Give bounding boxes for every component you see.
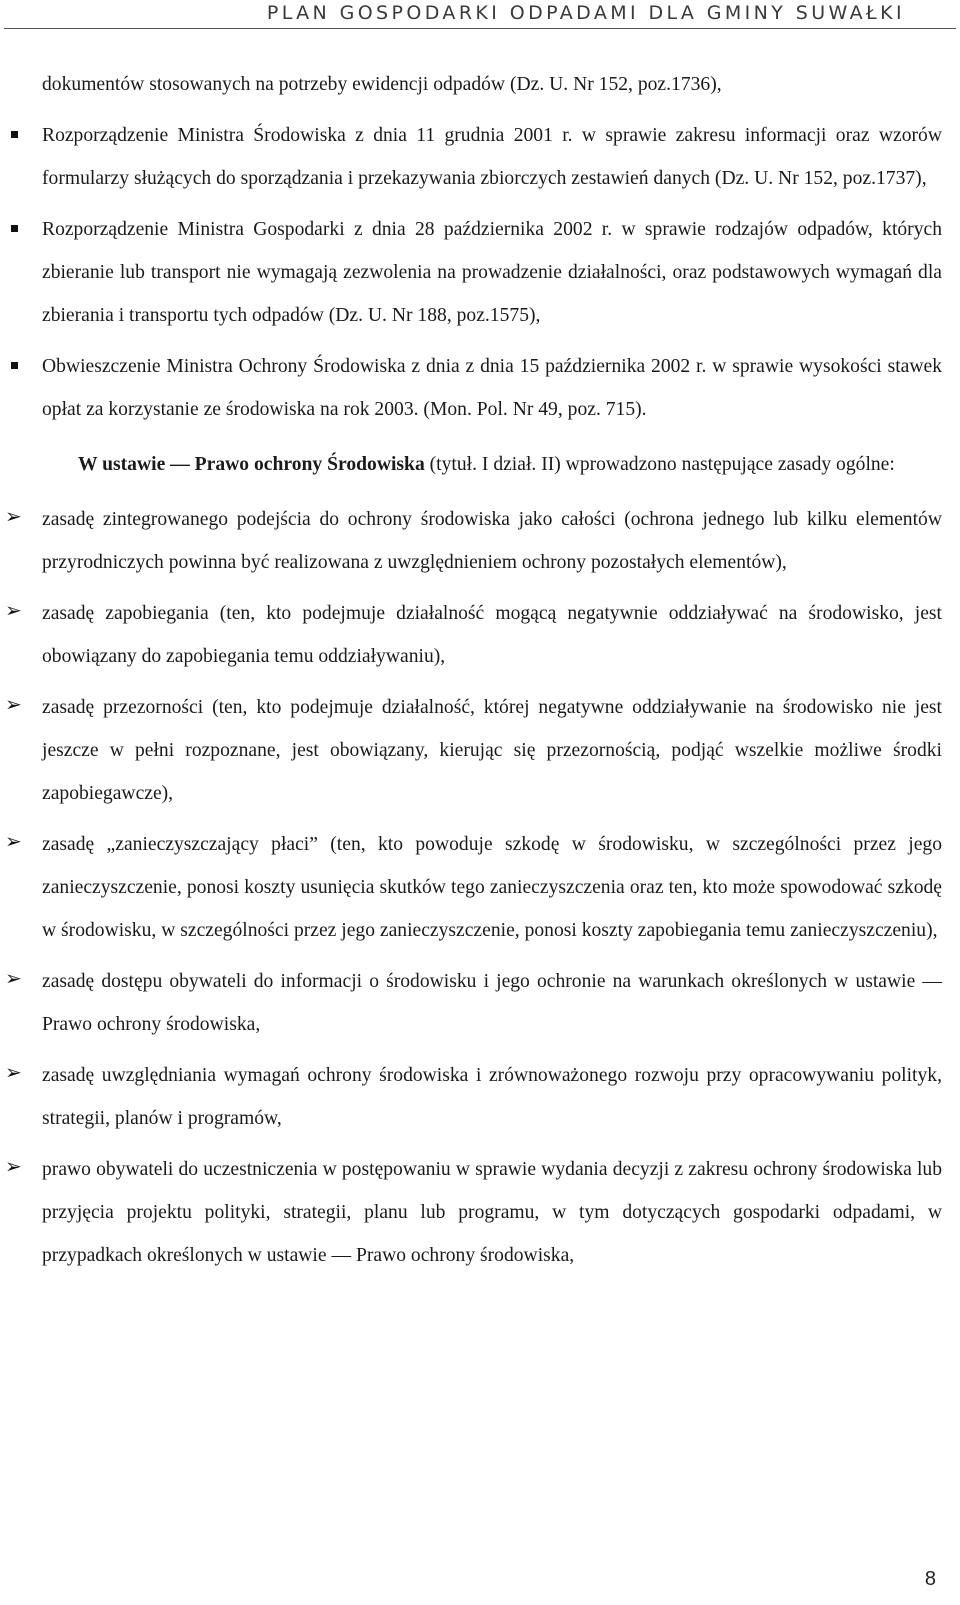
intro-bold-title: W ustawie — Prawo ochrony Środowiska (78, 454, 425, 475)
arrowhead-bullet-icon: ➢ (5, 692, 22, 716)
principle-text: zasadę uwzględniania wymagań ochrony środowiska i zrównoważonego rozwoju przy opracowywaniu polityk, strategii, planów i programów, (42, 1065, 942, 1129)
header-divider (4, 28, 956, 29)
legal-act-item (0, 114, 960, 200)
principle-item (0, 498, 960, 584)
page-number: 8 (924, 1568, 936, 1590)
legal-act-item (0, 345, 960, 431)
legal-act-text: Obwieszczenie Ministra Ochrony Środowiska z dnia z dnia 15 października 2002 r. w sprawie wysokości stawek opłat za korzystanie ze środowiska na rok 2003. (Mon. Pol. Nr 49, poz. 715). (42, 356, 942, 420)
principle-text: zasadę „zanieczyszczający płaci” (ten, kto powoduje szkodę w środowisku, w szczególności przez jego zanieczyszczenie, ponosi koszty usunięcia skutków tego zanieczyszczenia oraz ten, kto może spowodować szkodę w środowisku, w szczególności przez jego zanieczyszczenie, ponosi koszty zapobiegania temu zanieczyszczeniu), (42, 834, 942, 941)
principle-item (0, 1148, 960, 1277)
legal-act-text: Rozporządzenie Ministra Środowiska z dnia 11 grudnia 2001 r. w sprawie zakresu informacji oraz wzorów formularzy służących do sporządzania i przekazywania zbiorczych zestawień danych (Dz. U. Nr 152, poz.1737), (42, 125, 942, 189)
intro-text: (tytuł. I dział. II) wprowadzono następujące zasady ogólne: (424, 454, 895, 475)
document-title: PLAN GOSPODARKI ODPADAMI DLA GMINY SUWAŁKI (266, 2, 905, 24)
arrowhead-bullet-icon: ➢ (5, 1154, 22, 1178)
principle-text: zasadę dostępu obywateli do informacji o środowisku i jego ochronie na warunkach określonych w ustawie — Prawo ochrony środowiska, (42, 971, 942, 1035)
arrowhead-bullet-icon: ➢ (5, 966, 22, 990)
principle-text: prawo obywateli do uczestniczenia w postępowaniu w sprawie wydania decyzji z zakresu ochrony środowiska lub przyjęcia projektu polityki, strategii, planu lub programu, w tym dotyczących gospodarki odpadami, w przypadkach określonych w ustawie — Prawo ochrony środowiska, (42, 1159, 942, 1266)
page-header (0, 0, 960, 29)
principle-item (0, 960, 960, 1046)
square-bullet-icon (11, 131, 18, 138)
principles-intro (0, 443, 960, 486)
arrowhead-bullet-icon: ➢ (5, 829, 22, 853)
square-bullet-icon (11, 225, 18, 232)
legal-act-item (0, 208, 960, 337)
principle-text: zasadę zapobiegania (ten, kto podejmuje działalność mogącą negatywnie oddziaływać na środowisko, jest obowiązany do zapobiegania temu oddziaływaniu), (42, 603, 942, 667)
arrowhead-bullet-icon: ➢ (5, 1060, 22, 1084)
principle-text: zasadę zintegrowanego podejścia do ochrony środowiska jako całości (ochrona jednego lub kilku elementów przyrodniczych powinna być realizowana z uwzględnieniem ochrony pozostałych elementów), (42, 509, 942, 573)
arrowhead-bullet-icon: ➢ (5, 598, 22, 622)
principle-text: zasadę przezorności (ten, kto podejmuje działalność, której negatywne oddziaływanie na środowisko nie jest jeszcze w pełni rozpoznane, jest obowiązany, kierując się przezornością, podjąć wszelkie możliwe środki zapobiegawcze), (42, 697, 942, 804)
principle-item (0, 1054, 960, 1140)
principle-item (0, 823, 960, 952)
legal-act-text: Rozporządzenie Ministra Gospodarki z dnia 28 października 2002 r. w sprawie rodzajów odpadów, których zbieranie lub transport nie wymagają zezwolenia na prowadzenie działalności, oraz podstawowych wymagań dla zbierania i transportu tych odpadów (Dz. U. Nr 188, poz.1575), (42, 219, 942, 326)
arrowhead-bullet-icon: ➢ (5, 504, 22, 528)
page-content (0, 63, 960, 1277)
principle-item (0, 686, 960, 815)
principle-item (0, 592, 960, 678)
square-bullet-icon (11, 362, 18, 369)
list-item-continuation: dokumentów stosowanych na potrzeby ewidencji odpadów (Dz. U. Nr 152, poz.1736), (42, 74, 722, 95)
